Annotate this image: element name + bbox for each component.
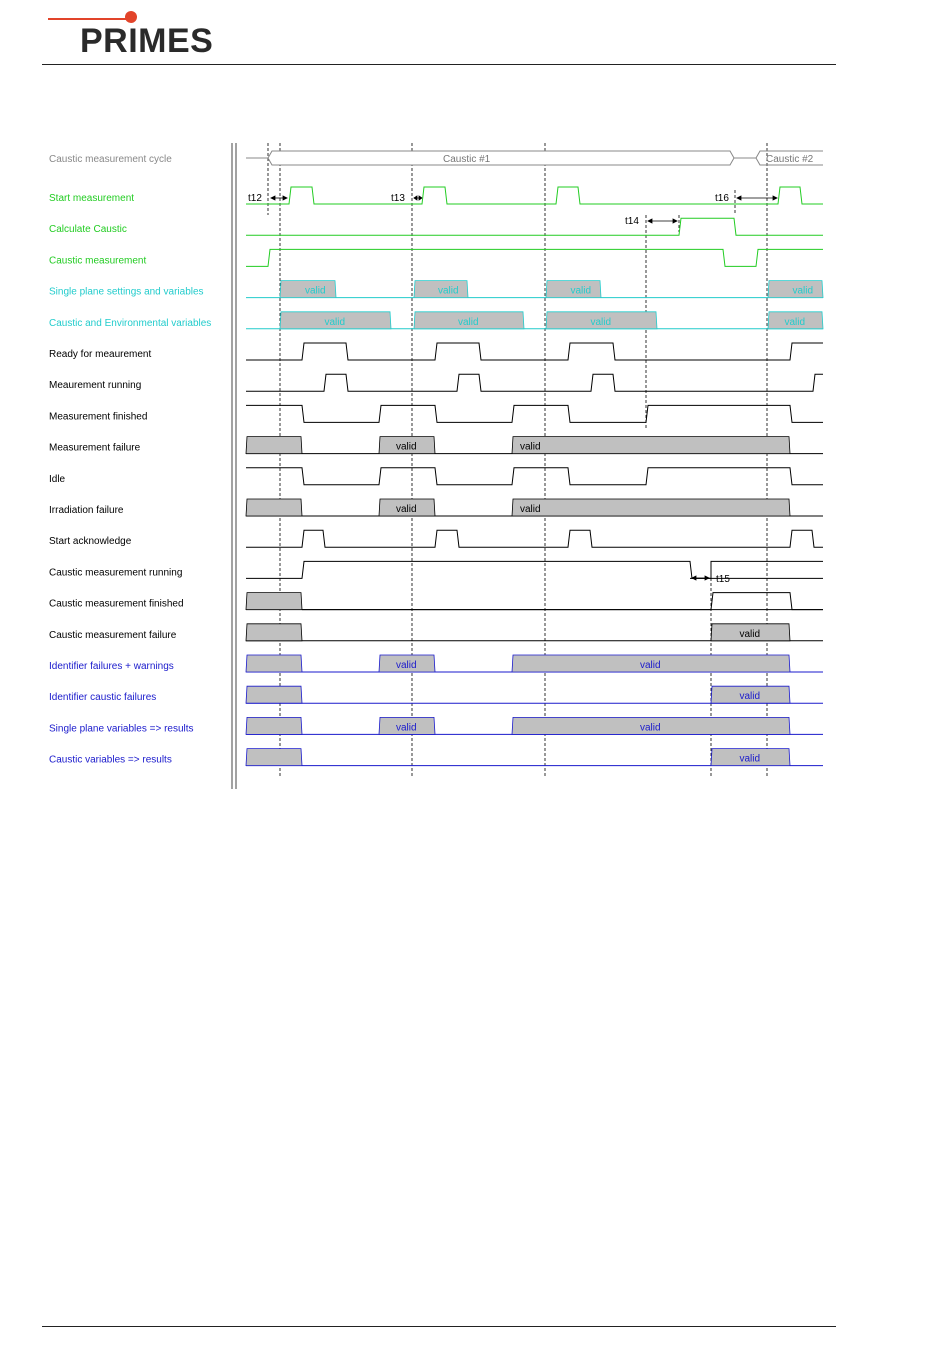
signal-label: Ready for meaurement	[49, 349, 152, 360]
signal-label: Caustic measurement finished	[49, 598, 184, 610]
valid-label: valid	[792, 285, 814, 297]
cycle2-label: Caustic #2	[766, 154, 814, 165]
timing-annotations	[248, 193, 730, 585]
timing-arrows	[271, 196, 777, 580]
valid-label: valid	[739, 628, 761, 640]
t16-label: t16	[715, 193, 729, 204]
signal-wave	[246, 561, 823, 578]
signal-label: Single plane variables => results	[49, 723, 194, 735]
signal-wave	[246, 218, 823, 235]
signal-labels	[49, 193, 211, 766]
valid-label: valid	[570, 285, 592, 297]
signal-label: Start measurement	[49, 193, 135, 204]
t14-label: t14	[625, 216, 639, 227]
signal-wave	[246, 624, 823, 641]
signal-wave	[246, 749, 823, 766]
valid-label: valid	[640, 722, 661, 734]
signal-label: Measurement failure	[49, 442, 141, 454]
valid-label: valid	[520, 441, 541, 453]
cycle-row-label: Caustic measurement cycle	[49, 154, 172, 165]
signal-label: Single plane settings and variables	[49, 286, 204, 298]
valid-label: valid	[305, 285, 326, 297]
t13-label: t13	[391, 193, 405, 204]
signal-label: Identifier caustic failures	[49, 692, 157, 704]
signal-wave	[246, 343, 823, 360]
valid-label: valid	[784, 316, 806, 328]
valid-label: valid	[590, 316, 612, 328]
signal-label: Meaurement running	[49, 380, 142, 392]
signal-wave	[246, 717, 823, 734]
signal-wave	[246, 312, 823, 329]
valid-label: valid	[458, 316, 479, 328]
signal-waveforms	[246, 187, 823, 766]
signal-label: Caustic variables => results	[49, 754, 172, 766]
valid-label: valid	[438, 285, 459, 297]
signal-wave	[246, 281, 823, 298]
signal-wave	[246, 468, 823, 485]
cycle1-box	[268, 151, 734, 165]
signal-wave	[246, 686, 823, 703]
signal-wave	[246, 593, 823, 610]
valid-label: valid	[739, 691, 761, 703]
signal-wave	[246, 530, 823, 547]
signal-label: Calculate Caustic	[49, 224, 127, 236]
signal-label: Start acknowledge	[49, 536, 132, 548]
valid-label: valid	[640, 660, 661, 671]
valid-label: valid	[396, 504, 417, 515]
signal-label: Measurement finished	[49, 411, 148, 423]
signal-wave	[246, 187, 823, 204]
signal-wave	[246, 405, 823, 422]
valid-label: valid	[739, 753, 761, 765]
valid-label: valid	[520, 504, 541, 515]
valid-label: valid	[324, 316, 346, 328]
signal-wave	[246, 655, 823, 672]
valid-label: valid	[396, 722, 417, 734]
signal-wave	[246, 499, 823, 516]
signal-label: Caustic and Environmental variables	[49, 317, 212, 329]
company-logo: PRIMES	[80, 22, 214, 60]
signal-label: Caustic measurement running	[49, 567, 183, 579]
signal-wave	[246, 249, 823, 266]
signal-label: Irradiation failure	[49, 505, 124, 516]
valid-label: valid	[396, 660, 417, 671]
signal-wave	[246, 374, 823, 391]
valid-label: valid	[396, 441, 417, 453]
t12-label: t12	[248, 193, 262, 204]
signal-label: Idle	[49, 473, 66, 485]
signal-label: Identifier failures + warnings	[49, 661, 174, 672]
signal-label: Caustic measurement failure	[49, 629, 177, 641]
t15-label: t15	[716, 574, 730, 585]
cycle1-label: Caustic #1	[443, 154, 491, 165]
signal-label: Caustic measurement	[49, 255, 147, 267]
signal-wave	[246, 437, 823, 454]
time-markers	[268, 143, 767, 778]
